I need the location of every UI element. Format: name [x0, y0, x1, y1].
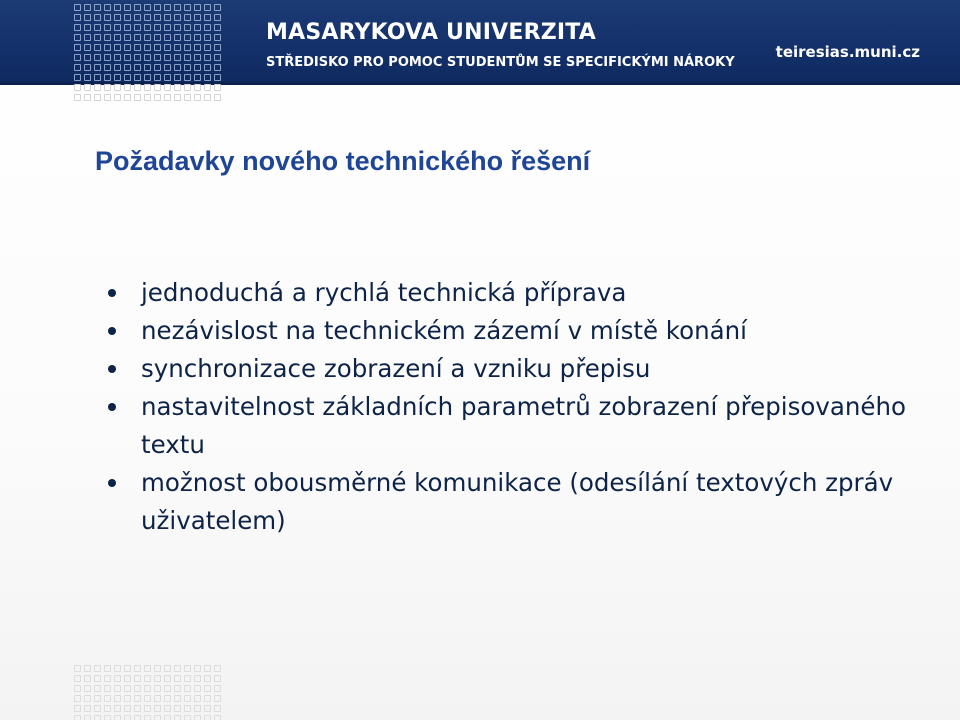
pattern-dot: [114, 94, 121, 101]
pattern-dot: [124, 34, 131, 41]
pattern-dot: [184, 84, 191, 91]
pattern-dot: [204, 705, 211, 712]
pattern-dot: [134, 34, 141, 41]
pattern-dot: [94, 665, 101, 672]
pattern-dot: [164, 665, 171, 672]
pattern-dot: [74, 695, 81, 702]
pattern-dot: [104, 705, 111, 712]
bullet-icon: [108, 365, 116, 373]
pattern-dot: [174, 4, 181, 11]
pattern-dot: [134, 695, 141, 702]
pattern-dot: [184, 695, 191, 702]
bullet-text: možnost obousměrné komunikace (odesílání textových zpráv uživatelem): [141, 468, 894, 535]
pattern-dot: [154, 34, 161, 41]
pattern-dot: [94, 74, 101, 81]
pattern-dot: [144, 4, 151, 11]
pattern-dot: [84, 64, 91, 71]
pattern-dot: [74, 34, 81, 41]
pattern-dot: [214, 675, 221, 682]
pattern-dot: [154, 695, 161, 702]
pattern-dot: [84, 695, 91, 702]
pattern-dot: [204, 24, 211, 31]
pattern-dot: [84, 675, 91, 682]
pattern-dot: [164, 4, 171, 11]
pattern-dot: [184, 24, 191, 31]
bullet-item: [108, 350, 928, 388]
pattern-dot: [214, 705, 221, 712]
pattern-dot: [124, 64, 131, 71]
pattern-dot: [164, 34, 171, 41]
pattern-dot: [174, 34, 181, 41]
pattern-dot: [94, 64, 101, 71]
pattern-dot: [104, 4, 111, 11]
pattern-dot: [164, 695, 171, 702]
pattern-dot: [214, 44, 221, 51]
pattern-dot: [174, 705, 181, 712]
pattern-dot: [94, 34, 101, 41]
pattern-dot: [154, 4, 161, 11]
pattern-dot: [144, 695, 151, 702]
pattern-dot: [174, 665, 181, 672]
pattern-dot: [154, 705, 161, 712]
pattern-dot: [174, 14, 181, 21]
pattern-dot: [94, 705, 101, 712]
pattern-dot: [184, 715, 191, 720]
pattern-dot: [114, 695, 121, 702]
pattern-dot: [164, 44, 171, 51]
pattern-dot: [194, 84, 201, 91]
pattern-dot: [124, 84, 131, 91]
pattern-dot: [184, 705, 191, 712]
bullet-icon: [108, 479, 116, 487]
pattern-dot: [154, 64, 161, 71]
pattern-dot: [174, 44, 181, 51]
slide-title: Požadavky nového technického řešení: [95, 146, 591, 176]
pattern-dot: [184, 94, 191, 101]
pattern-dot: [174, 675, 181, 682]
pattern-dot: [174, 74, 181, 81]
pattern-dot: [174, 695, 181, 702]
pattern-dot: [74, 675, 81, 682]
pattern-dot: [84, 705, 91, 712]
pattern-dot: [124, 54, 131, 61]
pattern-dot: [204, 44, 211, 51]
pattern-dot: [154, 84, 161, 91]
pattern-dot: [114, 24, 121, 31]
pattern-dot: [194, 34, 201, 41]
pattern-dot: [194, 665, 201, 672]
pattern-dot: [124, 94, 131, 101]
pattern-dot: [94, 84, 101, 91]
pattern-dot: [204, 715, 211, 720]
pattern-dot: [104, 685, 111, 692]
pattern-dot: [214, 695, 221, 702]
pattern-dot: [154, 14, 161, 21]
bullet-icon: [108, 289, 116, 297]
pattern-dot: [74, 4, 81, 11]
pattern-dot: [134, 14, 141, 21]
pattern-dot: [104, 64, 111, 71]
pattern-dot: [114, 44, 121, 51]
pattern-dot: [144, 34, 151, 41]
pattern-dot: [164, 84, 171, 91]
pattern-dot: [194, 94, 201, 101]
pattern-dot: [174, 685, 181, 692]
pattern-dot: [124, 685, 131, 692]
pattern-dot: [124, 695, 131, 702]
unit-name: STŘEDISKO PRO POMOC STUDENTŮM SE SPECIFICKÝMI NÁROKY: [266, 55, 735, 70]
bullet-icon: [108, 403, 116, 411]
pattern-dot: [194, 54, 201, 61]
pattern-dot: [94, 675, 101, 682]
pattern-dot: [144, 24, 151, 31]
bullet-item: [108, 464, 928, 540]
pattern-dot: [94, 695, 101, 702]
pattern-dot: [114, 665, 121, 672]
pattern-dot: [124, 715, 131, 720]
pattern-dot: [94, 14, 101, 21]
site-link[interactable]: teiresias.muni.cz: [775, 43, 920, 61]
pattern-dot: [104, 24, 111, 31]
pattern-dot: [194, 44, 201, 51]
pattern-dot: [204, 64, 211, 71]
pattern-dot: [154, 44, 161, 51]
pattern-dot: [114, 715, 121, 720]
pattern-dot: [194, 715, 201, 720]
pattern-dot: [154, 665, 161, 672]
pattern-dot: [134, 44, 141, 51]
pattern-dot: [174, 94, 181, 101]
bullet-icon: [108, 327, 116, 335]
pattern-dot: [104, 665, 111, 672]
pattern-dot: [184, 665, 191, 672]
pattern-dot: [134, 705, 141, 712]
pattern-dot: [104, 54, 111, 61]
pattern-dot: [84, 74, 91, 81]
pattern-dot: [84, 34, 91, 41]
pattern-dot: [144, 44, 151, 51]
bullet-text: nastavitelnost základních parametrů zobrazení přepisovaného textu: [141, 392, 906, 459]
pattern-dot: [214, 64, 221, 71]
pattern-dot: [84, 44, 91, 51]
pattern-dot: [74, 94, 81, 101]
pattern-dot: [204, 84, 211, 91]
pattern-dot: [194, 74, 201, 81]
pattern-dot: [194, 675, 201, 682]
pattern-dot: [84, 4, 91, 11]
pattern-dot: [84, 715, 91, 720]
pattern-dot: [204, 94, 211, 101]
pattern-dot: [84, 685, 91, 692]
pattern-dot: [154, 675, 161, 682]
pattern-dot: [164, 705, 171, 712]
pattern-dot: [184, 74, 191, 81]
pattern-dot: [204, 4, 211, 11]
pattern-dot: [144, 715, 151, 720]
pattern-dot: [194, 4, 201, 11]
pattern-dot: [164, 64, 171, 71]
pattern-dot: [174, 24, 181, 31]
pattern-dot: [134, 54, 141, 61]
pattern-dot: [124, 74, 131, 81]
pattern-dot: [184, 44, 191, 51]
pattern-dot: [134, 84, 141, 91]
pattern-dot: [174, 715, 181, 720]
pattern-dot: [194, 14, 201, 21]
pattern-dot: [114, 675, 121, 682]
pattern-dot: [144, 14, 151, 21]
pattern-dot: [74, 54, 81, 61]
pattern-dot: [144, 64, 151, 71]
pattern-dot: [214, 54, 221, 61]
pattern-dot: [154, 94, 161, 101]
pattern-dot: [204, 665, 211, 672]
pattern-dot: [84, 54, 91, 61]
pattern-dot: [134, 74, 141, 81]
pattern-dot: [144, 54, 151, 61]
pattern-dot: [184, 14, 191, 21]
decorative-dot-pattern-top: [74, 4, 221, 101]
pattern-dot: [214, 34, 221, 41]
university-name: MASARYKOVA UNIVERZITA: [266, 20, 596, 45]
pattern-dot: [204, 675, 211, 682]
pattern-dot: [204, 74, 211, 81]
pattern-dot: [174, 84, 181, 91]
pattern-dot: [184, 4, 191, 11]
pattern-dot: [184, 64, 191, 71]
pattern-dot: [194, 24, 201, 31]
pattern-dot: [144, 84, 151, 91]
pattern-dot: [84, 84, 91, 91]
pattern-dot: [134, 4, 141, 11]
pattern-dot: [214, 4, 221, 11]
pattern-dot: [194, 705, 201, 712]
pattern-dot: [74, 44, 81, 51]
pattern-dot: [134, 715, 141, 720]
bullet-text: nezávislost na technickém zázemí v místě konání: [141, 316, 747, 345]
pattern-dot: [114, 54, 121, 61]
pattern-dot: [214, 685, 221, 692]
pattern-dot: [74, 14, 81, 21]
bullet-list: [108, 274, 928, 540]
pattern-dot: [74, 64, 81, 71]
bullet-text: synchronizace zobrazení a vzniku přepisu: [141, 354, 651, 383]
pattern-dot: [94, 24, 101, 31]
pattern-dot: [204, 14, 211, 21]
pattern-dot: [154, 685, 161, 692]
pattern-dot: [124, 24, 131, 31]
pattern-dot: [114, 14, 121, 21]
pattern-dot: [94, 94, 101, 101]
pattern-dot: [204, 685, 211, 692]
pattern-dot: [94, 685, 101, 692]
pattern-dot: [104, 84, 111, 91]
pattern-dot: [104, 675, 111, 682]
pattern-dot: [194, 695, 201, 702]
pattern-dot: [204, 54, 211, 61]
pattern-dot: [134, 685, 141, 692]
pattern-dot: [214, 74, 221, 81]
pattern-dot: [104, 44, 111, 51]
pattern-dot: [104, 74, 111, 81]
pattern-dot: [164, 54, 171, 61]
pattern-dot: [144, 94, 151, 101]
bullet-item: [108, 312, 928, 350]
pattern-dot: [84, 665, 91, 672]
pattern-dot: [194, 685, 201, 692]
pattern-dot: [94, 4, 101, 11]
pattern-dot: [134, 675, 141, 682]
pattern-dot: [144, 685, 151, 692]
pattern-dot: [164, 675, 171, 682]
pattern-dot: [184, 34, 191, 41]
pattern-dot: [74, 715, 81, 720]
pattern-dot: [84, 94, 91, 101]
pattern-dot: [134, 665, 141, 672]
pattern-dot: [114, 34, 121, 41]
pattern-dot: [84, 14, 91, 21]
pattern-dot: [144, 665, 151, 672]
pattern-dot: [124, 705, 131, 712]
pattern-dot: [114, 84, 121, 91]
pattern-dot: [164, 24, 171, 31]
pattern-dot: [124, 4, 131, 11]
pattern-dot: [144, 675, 151, 682]
pattern-dot: [144, 74, 151, 81]
pattern-dot: [154, 715, 161, 720]
pattern-dot: [154, 24, 161, 31]
pattern-dot: [174, 54, 181, 61]
pattern-dot: [84, 24, 91, 31]
pattern-dot: [74, 705, 81, 712]
pattern-dot: [114, 705, 121, 712]
pattern-dot: [104, 695, 111, 702]
bullet-text: jednoduchá a rychlá technická příprava: [141, 278, 627, 307]
pattern-dot: [94, 54, 101, 61]
pattern-dot: [124, 665, 131, 672]
pattern-dot: [214, 94, 221, 101]
pattern-dot: [104, 715, 111, 720]
pattern-dot: [144, 705, 151, 712]
pattern-dot: [74, 74, 81, 81]
pattern-dot: [164, 715, 171, 720]
pattern-dot: [114, 685, 121, 692]
pattern-dot: [164, 94, 171, 101]
pattern-dot: [104, 94, 111, 101]
pattern-dot: [154, 54, 161, 61]
pattern-dot: [214, 24, 221, 31]
pattern-dot: [114, 64, 121, 71]
pattern-dot: [134, 64, 141, 71]
pattern-dot: [74, 24, 81, 31]
pattern-dot: [104, 14, 111, 21]
pattern-dot: [114, 74, 121, 81]
pattern-dot: [114, 4, 121, 11]
pattern-dot: [174, 64, 181, 71]
pattern-dot: [184, 675, 191, 682]
pattern-dot: [74, 685, 81, 692]
pattern-dot: [194, 64, 201, 71]
pattern-dot: [124, 44, 131, 51]
pattern-dot: [74, 665, 81, 672]
pattern-dot: [184, 54, 191, 61]
pattern-dot: [164, 14, 171, 21]
decorative-dot-pattern-bottom: [74, 665, 221, 720]
pattern-dot: [94, 715, 101, 720]
bullet-item: [108, 274, 928, 312]
pattern-dot: [94, 44, 101, 51]
pattern-dot: [214, 715, 221, 720]
pattern-dot: [134, 24, 141, 31]
pattern-dot: [104, 34, 111, 41]
pattern-dot: [124, 675, 131, 682]
bullet-item: [108, 388, 928, 464]
pattern-dot: [214, 14, 221, 21]
pattern-dot: [204, 695, 211, 702]
pattern-dot: [204, 34, 211, 41]
pattern-dot: [154, 74, 161, 81]
pattern-dot: [214, 84, 221, 91]
pattern-dot: [214, 665, 221, 672]
pattern-dot: [164, 74, 171, 81]
pattern-dot: [184, 685, 191, 692]
pattern-dot: [164, 685, 171, 692]
pattern-dot: [134, 94, 141, 101]
pattern-dot: [74, 84, 81, 91]
pattern-dot: [124, 14, 131, 21]
